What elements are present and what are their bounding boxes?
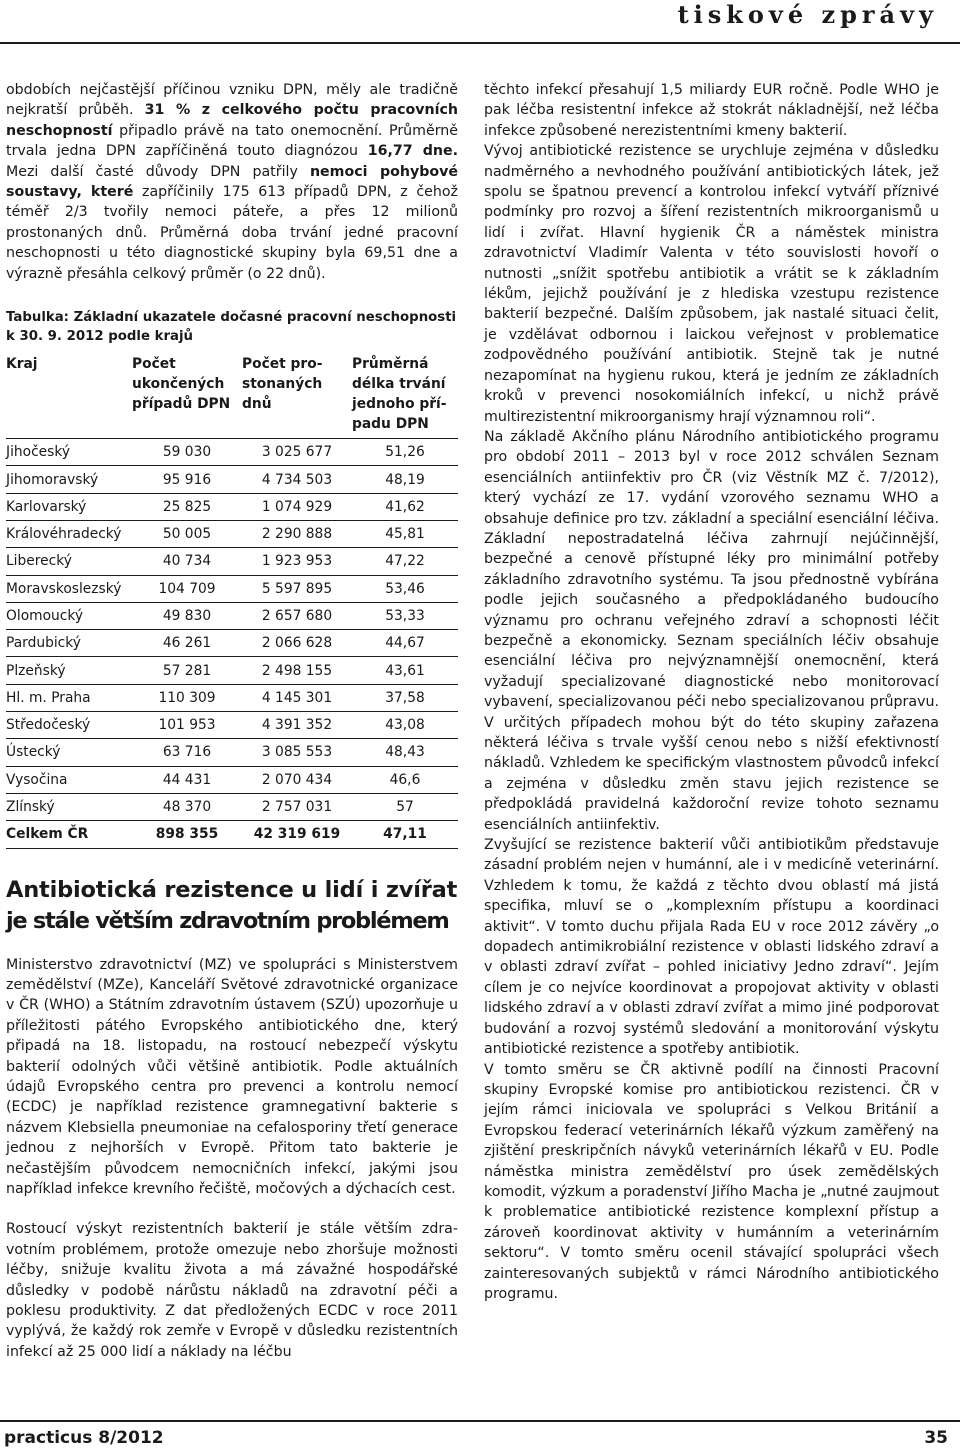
cases-cell: 57 281 <box>132 657 242 684</box>
footer-rule <box>0 1420 960 1422</box>
region-cell: Karlovarský <box>6 493 132 520</box>
table-row <box>6 575 458 602</box>
region-cell: Královéhradecký <box>6 520 132 547</box>
table-header-row <box>6 354 458 439</box>
table-row <box>6 766 458 793</box>
table-row <box>6 630 458 657</box>
days-cell: 1 074 929 <box>242 493 352 520</box>
days-cell: 2 290 888 <box>242 520 352 547</box>
average-cell: 41,62 <box>352 493 458 520</box>
right-column <box>484 80 939 1304</box>
article-paragraph: Ministerstvo zdravotnictví (MZ) ve spolupráci s Ministerstvem zemědělství (MZe), Kanceláří Světové zdravotnické organizace v ČR (WHO) a Státním zdravotním ústavem (SZÚ) upozorňuje u příležitosti pátého Evropského antibiotického dne, který připadá na 18. listopadu, na rostoucí nebezpečí výskytu bakterií odolných vůči většině antibiotik. Podle aktuálních údajů Evropského centra pro prevenci a kontrolu nemocí (ECDC) je například rezistence gramnegativní bakterie s názvem Klebsiella pneumoniae na cefalosporiny třetí generace jednou z nejhorších v Evropě. Přitom tato bakterie je nečastějším původcem nemocničních infekcí, jakými jsou například infekce krevního řečiště, močových a dýchacích cest. <box>6 956 458 1197</box>
issue-label: practicus 8/2012 <box>4 1428 164 1448</box>
region-cell: Celkem ČR <box>6 821 132 848</box>
intro-bold-text: 16,77 dne. <box>367 143 459 160</box>
average-cell: 47,22 <box>352 548 458 575</box>
average-cell: 47,11 <box>352 821 458 848</box>
region-cell: Moravskoslezský <box>6 575 132 602</box>
cases-cell: 46 261 <box>132 630 242 657</box>
intro-paragraph <box>6 80 458 284</box>
table-header-average: Průměrná délka trvání jednoho případu DPN <box>352 356 447 433</box>
table-row <box>6 520 458 547</box>
cases-cell: 50 005 <box>132 520 242 547</box>
cases-cell: 48 370 <box>132 793 242 820</box>
average-cell: 48,43 <box>352 739 458 766</box>
table-row <box>6 739 458 766</box>
article-paragraph: Zvyšující se rezistence bakterií vůči antibiotikům představuje zásadní problém nejen v humánní, ale i v medicíně veterinární. Vzhledem k tomu, že každá z těchto dvou oblastí má jistá specifika, mluví se o „komplexním přístupu a koordinaci aktivit“. V tomto duchu přijala Rada EU v roce 2012 závěry „o dopadech antimikrobiální rezistence v oblasti lidského zdraví a v oblasti zdraví zvířat – pohled iniciativy Jedno zdraví“. Jejím cílem je co nejvíce koordinovat a propojovat aktivity v oblasti lidského zdraví a v oblasti zdraví zvířat a mimo jiné podporovat budování a rozvoj systémů sledování a monitorování výskytu antibiotické rezistence a spotřeby antibiotik. <box>484 837 939 1058</box>
article-paragraph: Vývoj antibiotické rezistence se urychluje zejména v důsledku nadměrného a nevhodného používání antibiotických látek, jež spolu se špatnou prevencí a kontrolou infekcí vytváří příznivé podmínky pro rozvoj a šíření rezistentních mikroorganismů u lidí i zvířat. Hlavní hygienik ČR a náměstek ministra zdravotnictví Vladimír Valenta v této souvislosti hovoří o nutnosti „snížit spotřebu antibiotik a vrátit se k základním lékům, jejichž používání je z hlediska vzestupu rezistence bakterií bezpečné. Dalším způsobem, jak nastalé situaci čelit, je vzdělávat odbornou i laickou veřejnost v problematice zodpovědného používání antibiotik. Stejně tak je nutné nezapomínat na hygienu rukou, která je jedním ze základních kroků v prevenci nosokomiálních infekcí, u nichž právě multirezistentní mikroorganismy hrají významnou roli“. <box>484 143 939 425</box>
average-cell: 44,67 <box>352 630 458 657</box>
headline-line-1: Antibiotická rezistence u lidí i zvířat <box>6 876 458 903</box>
table-row <box>6 439 458 466</box>
region-cell: Liberecký <box>6 548 132 575</box>
table-row <box>6 657 458 684</box>
region-cell: Jihočeský <box>6 439 132 466</box>
region-cell: Olomoucký <box>6 602 132 629</box>
table-caption: Tabulka: Základní ukazatele dočasné pracovní neschopnosti k 30. 9. 2012 podle krajů <box>6 310 457 345</box>
table-row <box>6 684 458 711</box>
article-paragraph: těchto infekcí přesahují 1,5 miliardy EUR ročně. Podle WHO je pak léčba resistentní infekce až stokrát nákladnější, než léčba infekce způsobené nerezistentními kmeny bakterií. <box>484 82 939 139</box>
days-cell: 5 597 895 <box>242 575 352 602</box>
days-cell: 2 757 031 <box>242 793 352 820</box>
page-number: 35 <box>924 1428 948 1448</box>
header-rule <box>0 42 960 44</box>
table-row <box>6 493 458 520</box>
table-row <box>6 466 458 493</box>
left-column <box>6 80 458 1362</box>
intro-text: zapříčinily 175 613 případů DPN, z čehož téměř 2/3 tvořily nemoci páteře, a přes 12 milionů prostonaných dnů. Průměrná doba trvání jedné pracovní neschopnosti u této diagnostické skupiny byla 69,51 dne a výrazně přesáhla celkový průměr (o 22 dnů). <box>6 184 458 282</box>
article-headline <box>6 875 458 937</box>
region-cell: Pardubický <box>6 630 132 657</box>
table-row <box>6 793 458 820</box>
cases-cell: 104 709 <box>132 575 242 602</box>
headline-line-2: je stále větším zdravotním problémem <box>6 907 449 934</box>
table-header-cases: Počet ukončených případů DPN <box>132 356 231 413</box>
region-cell: Jihomoravský <box>6 466 132 493</box>
intro-text: připadlo právě na tato onemocnění. Průměrně trvala jedna DPN zapříčiněná touto diagnózou <box>6 122 458 160</box>
article-paragraph: Na základě Akčního plánu Národního antibiotického programu pro období 2011 – 2013 byl v roce 2012 schválen Seznam esenciálních antiinfektiv pro ČR (viz Věstník MZ č. 7/2012), který vychází ze 17. vydání vzorového seznamu WHO a obsahuje definice pro tzv. základní a speciální esenciální léčiva. Základní nepostradatelná léčiva zahrnují nejúčinnější, bezpečné a cenově přístupné léky pro minimální potřeby základního zdravotního systému. Ta jsou přednostně vybírána podle jejich současného a předpokládaného budoucího významu pro ochranu veřejného zdraví a schopnosti léčit bezpečně a ekonomicky. Seznam speciálních léčiv obsahuje esenciální léčiva pro nejvýznamnější onemocnění, která vyžadují specializované diagnostické nebo monitorovací vybavení, specializovanou péči nebo specializovanou průpravu. V určitých případech mohou být do této skupiny zařazena některá léčiva s trvale vyšší cenou nebo s nižší efektivností nákladů. Vzhledem ke specifickým vlastnostem původců infekcí a zejména v důsledku změn stavu jejich rezistence se předpokládá pravidelná každoroční revize tohoto seznamu esenciálních antiinfektiv. <box>484 428 939 833</box>
average-cell: 43,61 <box>352 657 458 684</box>
average-cell: 43,08 <box>352 712 458 739</box>
average-cell: 53,33 <box>352 602 458 629</box>
days-cell: 4 145 301 <box>242 684 352 711</box>
days-cell: 1 923 953 <box>242 548 352 575</box>
cases-cell: 110 309 <box>132 684 242 711</box>
table-total-row <box>6 821 458 848</box>
days-cell: 3 085 553 <box>242 739 352 766</box>
article-paragraph: V tomto směru se ČR aktivně podílí na činnosti Pracovní skupiny Evropské komise pro antibiotickou rezistenci. ČR v jejím rámci iniciovala ve spolupráci s Velkou Británií a Evropskou federací veterinárních lékařů výzkum zaměřený na zjištění preskripčních návyků veterinárních lékařů v EU. Podle náměstka ministra zemědělství pro úsek zemědělských komodit, výzkum a poradenství Jiřího Macha je „nutné zaujmout k problematice antibiotické rezistence komplexní přístup a zároveň koordinovat aktivity v humánním a veterinárním sektoru“. V tomto směru ocenil stávající spolupráci všech zainteresovaných subjektů v rámci Národního antibiotického programu. <box>484 1061 939 1302</box>
days-cell: 3 025 677 <box>242 439 352 466</box>
region-table <box>6 354 458 848</box>
average-cell: 46,6 <box>352 766 458 793</box>
cases-cell: 95 916 <box>132 466 242 493</box>
cases-cell: 49 830 <box>132 602 242 629</box>
cases-cell: 59 030 <box>132 439 242 466</box>
intro-text: obdobích nejčastější příčinou vzniku DPN, měly ale tradičně nejkratší průběh. <box>6 82 458 119</box>
days-cell: 42 319 619 <box>242 821 352 848</box>
table-row <box>6 548 458 575</box>
cases-cell: 898 355 <box>132 821 242 848</box>
cases-cell: 25 825 <box>132 493 242 520</box>
cases-cell: 101 953 <box>132 712 242 739</box>
region-cell: Ústecký <box>6 739 132 766</box>
intro-bold-text: 31 % z celkového počtu pracovních neschopností <box>6 102 458 139</box>
region-cell: Vysočina <box>6 766 132 793</box>
region-cell: Středočeský <box>6 712 132 739</box>
days-cell: 2 070 434 <box>242 766 352 793</box>
days-cell: 2 498 155 <box>242 657 352 684</box>
intro-bold-text: nemoci pohybové soustavy, které <box>6 163 458 201</box>
average-cell: 48,19 <box>352 466 458 493</box>
table-header-days: Počet prostonaných dnů <box>242 356 323 413</box>
region-cell: Zlínský <box>6 793 132 820</box>
intro-text: Mezi další časté důvody DPN patřily <box>6 163 310 180</box>
section-title: tiskové zprávy <box>677 0 938 29</box>
days-cell: 2 066 628 <box>242 630 352 657</box>
days-cell: 4 391 352 <box>242 712 352 739</box>
region-cell: Hl. m. Praha <box>6 684 132 711</box>
article-paragraph: Rostoucí výskyt rezistentních bakterií je stále větším zdravotním problémem, protože omezuje nebo zhoršuje možnosti léčby, snižuje kvalitu života a má závažné hospodářské důsledky v podobě nárůstu nákladů na zdravotní péči a poklesu produktivity. Z dat předložených ECDC v roce 2011 vyplývá, že každý rok zemře v Evropě v důsledku rezistentních infekcí až 25 000 lidí a náklady na léčbu <box>6 1221 458 1360</box>
days-cell: 2 657 680 <box>242 602 352 629</box>
table-row <box>6 602 458 629</box>
average-cell: 37,58 <box>352 684 458 711</box>
cases-cell: 40 734 <box>132 548 242 575</box>
table-header-region: Kraj <box>6 356 38 373</box>
average-cell: 45,81 <box>352 520 458 547</box>
average-cell: 53,46 <box>352 575 458 602</box>
average-cell: 57 <box>352 793 458 820</box>
cases-cell: 63 716 <box>132 739 242 766</box>
table-row <box>6 712 458 739</box>
cases-cell: 44 431 <box>132 766 242 793</box>
region-cell: Plzeňský <box>6 657 132 684</box>
days-cell: 4 734 503 <box>242 466 352 493</box>
average-cell: 51,26 <box>352 439 458 466</box>
